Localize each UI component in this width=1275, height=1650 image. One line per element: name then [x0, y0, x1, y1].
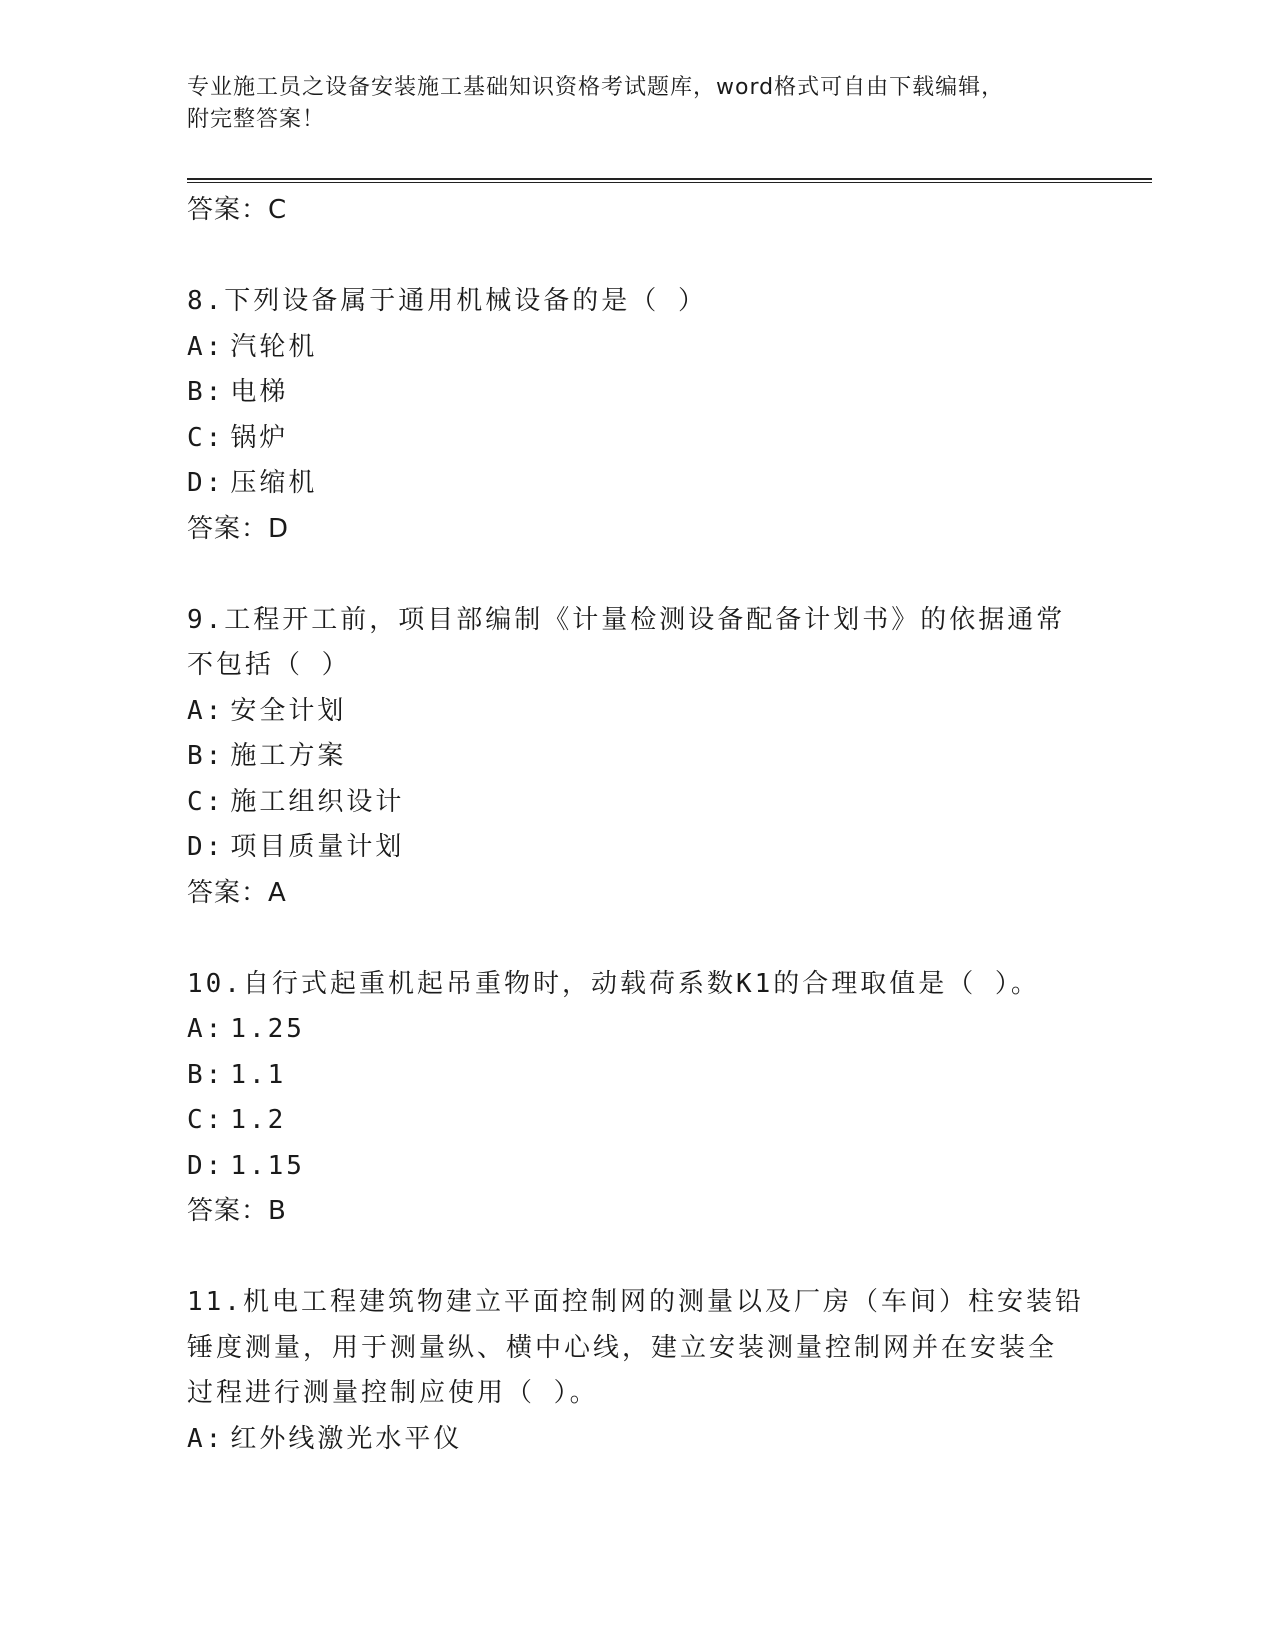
option-a [187, 1007, 1087, 1053]
option-letter: A: [187, 331, 225, 362]
option-c [187, 780, 1087, 826]
option-c [187, 416, 1087, 462]
option-text: 安全计划 [230, 695, 347, 726]
option-text: 施工组织设计 [230, 786, 405, 817]
spacer [187, 234, 1087, 280]
option-letter: D: [187, 468, 225, 498]
option-letter: B: [187, 377, 225, 407]
question-block [187, 598, 1087, 917]
option-letter: A: [187, 1423, 225, 1454]
option-text: 红外线激光水平仪 [230, 1423, 463, 1454]
spacer [187, 1235, 1087, 1281]
option-text: 锅炉 [230, 422, 289, 453]
document-header [187, 72, 1087, 136]
option-text: 汽轮机 [230, 331, 318, 362]
question-stem: 锤度测量，用于测量纵、横中心线，建立安装测量控制网并在安装全 [187, 1332, 1058, 1363]
option-text: 1.15 [230, 1150, 305, 1181]
question-stem: 11.机电工程建筑物建立平面控制网的测量以及厂房（车间）柱安装铅 [187, 1287, 1084, 1317]
option-a [187, 325, 1087, 371]
option-letter: C: [187, 1105, 225, 1135]
option-text: 1.25 [230, 1014, 305, 1044]
option-text: 压缩机 [230, 468, 318, 498]
option-c [187, 1098, 1087, 1144]
option-d [187, 1144, 1087, 1190]
document-body [187, 188, 1087, 1462]
question-stem: 8.下列设备属于通用机械设备的是（ ） [187, 286, 707, 316]
question-stem: 9.工程开工前，项目部编制《计量检测设备配备计划书》的依据通常 [187, 604, 1066, 635]
answer-line: 答案：A [187, 877, 287, 908]
option-letter: B: [187, 741, 225, 771]
option-d [187, 825, 1087, 871]
option-text: 1.2 [230, 1105, 287, 1135]
option-letter: D: [187, 832, 225, 862]
option-letter: A: [187, 695, 225, 726]
question-block [187, 1280, 1087, 1462]
option-letter: B: [187, 1059, 225, 1090]
spacer [187, 552, 1087, 598]
option-letter: C: [187, 422, 225, 453]
option-letter: C: [187, 786, 225, 817]
option-letter: D: [187, 1150, 225, 1181]
answer-line: 答案：B [187, 1196, 287, 1226]
question-stem: 10.自行式起重机起吊重物时，动载荷系数K1的合理取值是（ ）。 [187, 968, 1040, 999]
option-b [187, 734, 1087, 780]
answer-line: 答案：C [187, 195, 288, 225]
header-divider [187, 178, 1152, 183]
option-letter: A: [187, 1014, 225, 1044]
header-line-2: 附完整答案！ [187, 107, 326, 132]
question-block [187, 279, 1087, 552]
option-text: 项目质量计划 [230, 832, 405, 862]
option-b [187, 370, 1087, 416]
option-b [187, 1053, 1087, 1099]
question-block [187, 962, 1087, 1235]
header-line-1: 专业施工员之设备安装施工基础知识资格考试题库，word格式可自由下载编辑， [187, 75, 1005, 100]
question-stem: 过程进行测量控制应使用（ ）。 [187, 1378, 599, 1408]
option-text: 1.1 [230, 1059, 287, 1090]
question-stem: 不包括（ ） [187, 650, 351, 680]
answer-line: 答案：D [187, 513, 290, 544]
option-a [187, 689, 1087, 735]
option-d [187, 461, 1087, 507]
spacer [187, 916, 1087, 962]
option-a [187, 1417, 1087, 1463]
option-text: 电梯 [230, 377, 289, 407]
option-text: 施工方案 [230, 741, 347, 771]
